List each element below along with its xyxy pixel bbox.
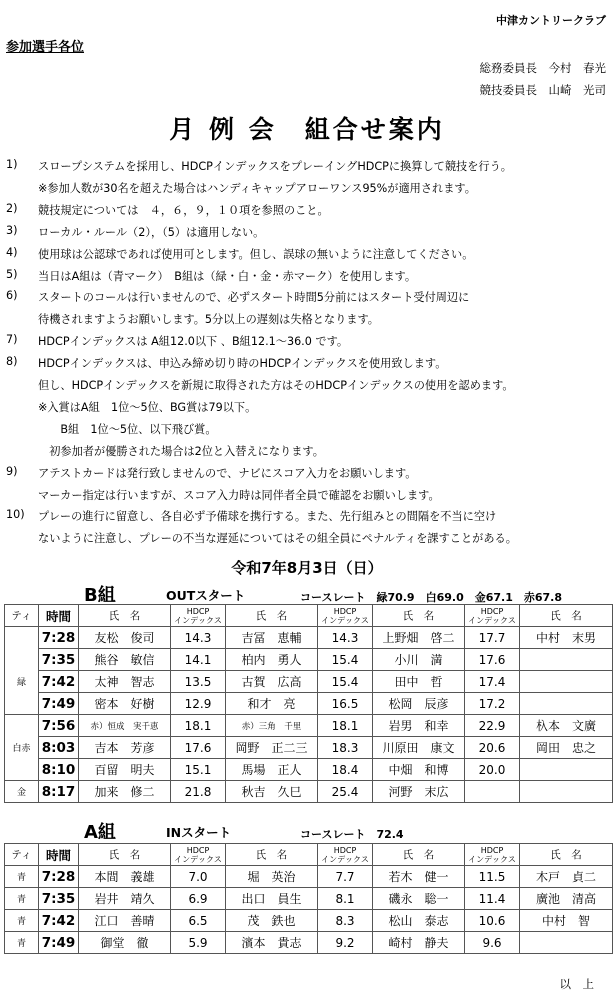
player-name bbox=[520, 693, 613, 715]
table-row bbox=[5, 888, 613, 910]
rule-text: B組 1位～5位、以下飛び賞。 bbox=[38, 422, 217, 436]
tee-cell bbox=[5, 649, 39, 671]
header-text: 時間 bbox=[45, 608, 71, 624]
hdcp-index: 18.1 bbox=[171, 715, 226, 737]
rule-text: ※入賞はA組 1位～5位、BG賞は79以下。 bbox=[38, 400, 257, 414]
player-name: 堀 英治 bbox=[226, 866, 318, 888]
tee-time: 7:42 bbox=[39, 910, 79, 932]
hdcp-index: 17.4 bbox=[465, 671, 520, 693]
player-name: 出口 員生 bbox=[226, 888, 318, 910]
player-name: 友松 俊司 bbox=[79, 627, 171, 649]
tee-time: 8:10 bbox=[39, 759, 79, 781]
player-name: 廣池 清高 bbox=[520, 888, 613, 910]
tee-time: 7:28 bbox=[39, 866, 79, 888]
hdcp-index: 8.3 bbox=[318, 910, 373, 932]
tee-time: 7:56 bbox=[39, 715, 79, 737]
page-title: 月 例 会 組合せ案内 bbox=[169, 115, 445, 144]
header-text: 氏 名 bbox=[550, 610, 582, 622]
rule-text: ローカル・ルール（2），（5）は適用しない。 bbox=[38, 225, 265, 239]
player-name: 松岡 辰彦 bbox=[373, 693, 465, 715]
rule-number: 4) bbox=[6, 245, 18, 259]
group-b-table bbox=[4, 604, 613, 803]
rule-number: 3) bbox=[6, 223, 18, 237]
player-name: 茂 鉄也 bbox=[226, 910, 318, 932]
hdcp-index: 6.9 bbox=[171, 888, 226, 910]
tee-time: 7:42 bbox=[39, 671, 79, 693]
addressee: 参加選手各位 bbox=[6, 40, 85, 55]
header-hdcp bbox=[318, 605, 373, 627]
player-name: 上野畑 啓二 bbox=[373, 627, 465, 649]
player-name: 古賀 広高 bbox=[226, 671, 318, 693]
tee-cell: 青 bbox=[5, 866, 39, 888]
header-text: 氏 名 bbox=[255, 610, 288, 622]
sender-competition: 競技委員長 山崎 光司 bbox=[479, 83, 606, 97]
player-name: 河野 末広 bbox=[373, 781, 465, 803]
hdcp-index: 15.4 bbox=[318, 671, 373, 693]
player-name: 田中 哲 bbox=[373, 671, 465, 693]
header-name bbox=[226, 844, 318, 866]
player-name: 磯永 聡一 bbox=[373, 888, 465, 910]
tee-cell: 青 bbox=[5, 932, 39, 954]
player-name: 吉本 芳彦 bbox=[79, 737, 171, 759]
rule-text: 使用球は公認球であれば使用可とします。但し、誤球の無いように注意してください。 bbox=[38, 247, 474, 261]
hdcp-index: 11.4 bbox=[465, 888, 520, 910]
rule-text: マーカー指定は行いますが、スコア入力時は同伴者全員で確認をお願いします。 bbox=[38, 488, 440, 502]
header-name bbox=[226, 605, 318, 627]
hdcp-index: 11.5 bbox=[465, 866, 520, 888]
header-text: 時間 bbox=[45, 847, 71, 863]
rule-number: 10) bbox=[6, 508, 25, 522]
player-name: 御堂 徹 bbox=[79, 932, 171, 954]
group-b-label: B組 bbox=[84, 585, 116, 606]
player-name: 濱本 貴志 bbox=[226, 932, 318, 954]
rule-text: アテストカードは発行致しませんので、ナビにスコア入力をお願いします。 bbox=[38, 466, 417, 480]
header-name bbox=[520, 844, 613, 866]
hdcp-index: 15.1 bbox=[171, 759, 226, 781]
hdcp-index: 20.0 bbox=[465, 759, 520, 781]
tee-time: 7:35 bbox=[39, 888, 79, 910]
rule-number: 1) bbox=[6, 158, 18, 171]
table-row bbox=[5, 649, 613, 671]
group-b-start: OUTスタート bbox=[166, 588, 246, 603]
header-text: HDCP bbox=[186, 606, 210, 616]
header-text: ティ bbox=[11, 849, 32, 861]
player-name: 崎村 静夫 bbox=[373, 932, 465, 954]
table-row bbox=[5, 737, 613, 759]
header-time bbox=[39, 605, 79, 627]
rule-text: ないように注意し、プレーの不当な遅延についてはその組全員にペナルティを課すことがある。 bbox=[38, 532, 517, 546]
player-name: 中村 末男 bbox=[520, 627, 613, 649]
hdcp-index: 15.4 bbox=[318, 649, 373, 671]
rule-text: 初参加者が優勝された場合は2位と入替えになります。 bbox=[38, 444, 324, 458]
header-text: 氏 名 bbox=[402, 610, 435, 622]
header-hdcp bbox=[171, 844, 226, 866]
table-header bbox=[5, 605, 613, 627]
player-name: 中畑 和博 bbox=[373, 759, 465, 781]
hdcp-index: 16.5 bbox=[318, 693, 373, 715]
table-row bbox=[5, 693, 613, 715]
player-name bbox=[520, 649, 613, 671]
header-text: HDCP bbox=[333, 606, 357, 616]
header-text: インデックス bbox=[321, 854, 369, 864]
tee-time: 7:35 bbox=[39, 649, 79, 671]
group-a-course-rate: コースレート 72.4 bbox=[300, 828, 404, 841]
hdcp-index: 17.2 bbox=[465, 693, 520, 715]
tee-cell bbox=[5, 627, 39, 649]
rule-text: 待機されますようお願いします。5分以上の遅刻は失格となります。 bbox=[38, 313, 379, 327]
header-text: HDCP bbox=[480, 845, 504, 855]
player-name bbox=[520, 759, 613, 781]
hdcp-index: 21.8 bbox=[171, 781, 226, 803]
hdcp-index: 18.4 bbox=[318, 759, 373, 781]
hdcp-index: 6.5 bbox=[171, 910, 226, 932]
rule-number: 9) bbox=[6, 464, 18, 478]
table-row bbox=[5, 759, 613, 781]
player-name bbox=[520, 932, 613, 954]
player-name: 本間 義雄 bbox=[79, 866, 171, 888]
table-row bbox=[5, 932, 613, 954]
table-row bbox=[5, 910, 613, 932]
player-name: 秋吉 久巳 bbox=[226, 781, 318, 803]
header-text: HDCP bbox=[333, 845, 357, 855]
rule-text: 競技規定については ４，６，９，１０項を参照のこと。 bbox=[38, 203, 329, 217]
table-row bbox=[5, 715, 613, 737]
header-tee bbox=[5, 844, 39, 866]
rule-text: 但し、HDCPインデックスを新規に取得された方はそのHDCPインデックスの使用を認めます。 bbox=[38, 379, 514, 392]
group-a-table bbox=[4, 843, 613, 954]
table-row bbox=[5, 781, 613, 803]
table-row bbox=[5, 866, 613, 888]
hdcp-index: 20.6 bbox=[465, 737, 520, 759]
hdcp-index: 25.4 bbox=[318, 781, 373, 803]
hdcp-index: 9.2 bbox=[318, 932, 373, 954]
player-name: 杁本 文廣 bbox=[520, 715, 613, 737]
player-name: 松山 泰志 bbox=[373, 910, 465, 932]
rule-number: 6) bbox=[6, 289, 18, 303]
hdcp-index: 7.7 bbox=[318, 866, 373, 888]
table-header bbox=[5, 844, 613, 866]
player-name: 岡野 正二三 bbox=[226, 737, 318, 759]
tee-cell bbox=[5, 693, 39, 715]
header-hdcp bbox=[318, 844, 373, 866]
hdcp-index: 12.9 bbox=[171, 693, 226, 715]
player-name bbox=[520, 781, 613, 803]
player-name: 馬場 正人 bbox=[226, 759, 318, 781]
group-a-label: A組 bbox=[84, 822, 116, 843]
header-time bbox=[39, 844, 79, 866]
header-text: ティ bbox=[11, 610, 32, 622]
tee-cell: 白赤 bbox=[5, 737, 39, 759]
player-name: 加来 修二 bbox=[79, 781, 171, 803]
tee-time: 7:49 bbox=[39, 693, 79, 715]
header-hdcp bbox=[171, 605, 226, 627]
hdcp-index: 17.6 bbox=[171, 737, 226, 759]
header-name bbox=[373, 605, 465, 627]
tee-time: 7:28 bbox=[39, 627, 79, 649]
rule-text: プレーの進行に留意し、各自必ず予備球を携行する。また、先行組みとの間隔を不当に空け bbox=[38, 510, 497, 524]
player-name: 若木 健一 bbox=[373, 866, 465, 888]
hdcp-index: 14.3 bbox=[318, 627, 373, 649]
header-text: インデックス bbox=[468, 615, 516, 625]
hdcp-index: 5.9 bbox=[171, 932, 226, 954]
rule-text: HDCPインデックスは、申込み締め切り時のHDCPインデックスを使用致します。 bbox=[38, 357, 447, 371]
player-name: 小川 満 bbox=[373, 649, 465, 671]
player-name: 太神 智志 bbox=[79, 671, 171, 693]
hdcp-index: 14.1 bbox=[171, 649, 226, 671]
hdcp-index: 13.5 bbox=[171, 671, 226, 693]
rule-text: スタートのコールは行いませんので、必ずスタート時間5分前にはスタート受付周辺に bbox=[38, 291, 470, 305]
header-hdcp bbox=[465, 605, 520, 627]
rule-number: 5) bbox=[6, 267, 18, 281]
header-name bbox=[373, 844, 465, 866]
player-name: 赤）三角 千里 bbox=[226, 715, 318, 737]
header-text: インデックス bbox=[321, 615, 369, 625]
player-name: 中村 智 bbox=[520, 910, 613, 932]
player-name: 木戸 貞二 bbox=[520, 866, 613, 888]
tee-cell: 金 bbox=[5, 781, 39, 803]
player-name: 岩井 靖久 bbox=[79, 888, 171, 910]
closing-mark: 以 上 bbox=[559, 977, 594, 991]
hdcp-index: 22.9 bbox=[465, 715, 520, 737]
rule-text: スロープシステムを採用し、HDCPインデックスをプレーイングHDCPに換算して競技を行う。 bbox=[38, 160, 512, 173]
rule-text: ※参加人数が30名を超えた場合はハンディキャップアローワンス95%が適用されます。 bbox=[38, 181, 476, 195]
hdcp-index: 9.6 bbox=[465, 932, 520, 954]
player-name: 和才 亮 bbox=[226, 693, 318, 715]
player-name: 岡田 忠之 bbox=[520, 737, 613, 759]
tee-time: 8:03 bbox=[39, 737, 79, 759]
header-text: インデックス bbox=[174, 854, 222, 864]
header-hdcp bbox=[465, 844, 520, 866]
tee-time: 7:49 bbox=[39, 932, 79, 954]
tee-cell bbox=[5, 715, 39, 737]
tee-cell bbox=[5, 759, 39, 781]
tee-time: 8:17 bbox=[39, 781, 79, 803]
header-text: 氏 名 bbox=[108, 610, 141, 622]
hdcp-index: 17.6 bbox=[465, 649, 520, 671]
hdcp-index: 7.0 bbox=[171, 866, 226, 888]
sender-general: 総務委員長 今村 春光 bbox=[479, 61, 606, 75]
header-text: 氏 名 bbox=[108, 849, 141, 861]
club-name: 中津カントリークラブ bbox=[496, 14, 606, 27]
rule-text: 当日はA組は（青マーク） B組は（緑・白・金・赤マーク）を使用します。 bbox=[38, 269, 417, 283]
player-name bbox=[520, 671, 613, 693]
header-text: インデックス bbox=[468, 854, 516, 864]
header-name bbox=[79, 605, 171, 627]
player-name: 百留 明夫 bbox=[79, 759, 171, 781]
header-tee bbox=[5, 605, 39, 627]
header-name bbox=[520, 605, 613, 627]
rule-text: HDCPインデックスは A組12.0以下 、B組12.1～36.0 です。 bbox=[38, 335, 349, 349]
group-b-course-rate: コースレート 緑70.9 白69.0 金67.1 赤67.8 bbox=[300, 591, 563, 604]
player-name: 岩男 和幸 bbox=[373, 715, 465, 737]
event-date: 令和7年8月3日（日） bbox=[231, 559, 383, 577]
group-a-start: INスタート bbox=[166, 825, 232, 840]
header-text: 氏 名 bbox=[402, 849, 435, 861]
player-name: 川原田 康文 bbox=[373, 737, 465, 759]
header-text: 氏 名 bbox=[550, 849, 582, 861]
table-row bbox=[5, 671, 613, 693]
player-name: 江口 善晴 bbox=[79, 910, 171, 932]
hdcp-index: 14.3 bbox=[171, 627, 226, 649]
hdcp-index: 8.1 bbox=[318, 888, 373, 910]
player-name: 柏内 勇人 bbox=[226, 649, 318, 671]
hdcp-index: 10.6 bbox=[465, 910, 520, 932]
hdcp-index: 17.7 bbox=[465, 627, 520, 649]
rule-number: 7) bbox=[6, 333, 18, 347]
tee-cell: 青 bbox=[5, 888, 39, 910]
header-text: インデックス bbox=[174, 615, 222, 625]
tee-cell: 緑 bbox=[5, 671, 39, 693]
rule-number: 2) bbox=[6, 201, 18, 215]
header-name bbox=[79, 844, 171, 866]
header-text: 氏 名 bbox=[255, 849, 288, 861]
hdcp-index: 18.3 bbox=[318, 737, 373, 759]
player-name: 赤）恒成 実千恵 bbox=[79, 715, 171, 737]
rule-number: 8) bbox=[6, 355, 18, 369]
player-name: 密本 好樹 bbox=[79, 693, 171, 715]
hdcp-index: 18.1 bbox=[318, 715, 373, 737]
player-name: 熊谷 敏信 bbox=[79, 649, 171, 671]
header-text: HDCP bbox=[480, 606, 504, 616]
player-name: 吉冨 恵輔 bbox=[226, 627, 318, 649]
tee-cell: 青 bbox=[5, 910, 39, 932]
table-row bbox=[5, 627, 613, 649]
header-text: HDCP bbox=[186, 845, 210, 855]
hdcp-index bbox=[465, 781, 520, 803]
